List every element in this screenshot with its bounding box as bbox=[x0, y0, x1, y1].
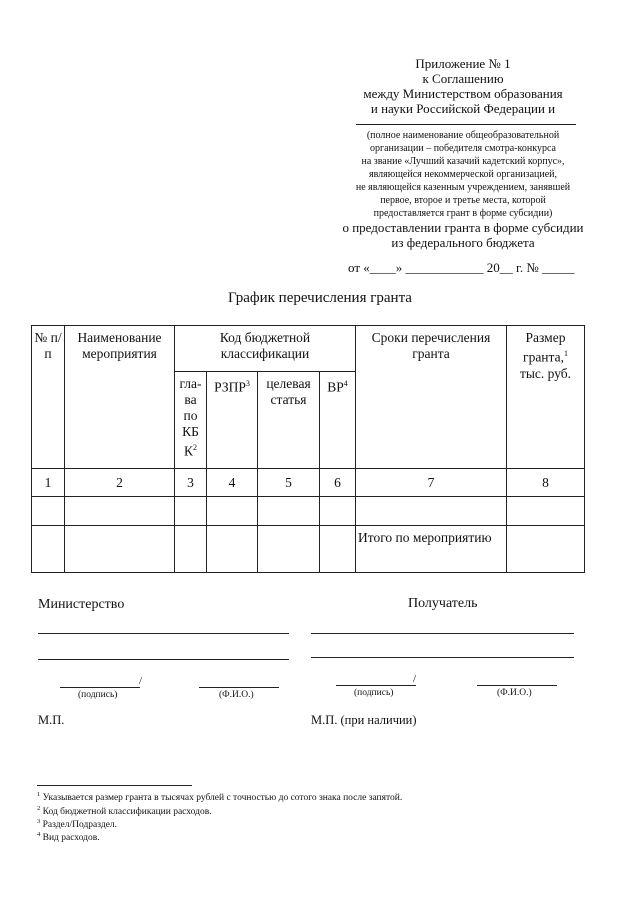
ministry-fio-field bbox=[199, 687, 279, 688]
header-terms: Сроки перечисления гранта bbox=[356, 326, 507, 469]
empty-cell bbox=[175, 526, 207, 573]
appendix-header bbox=[330, 56, 596, 250]
recipient-signature-field bbox=[336, 685, 416, 686]
header-size: Размер гранта,$^1$ тыс. руб. bbox=[507, 326, 585, 469]
stamp-label-left: М.П. bbox=[38, 713, 65, 727]
organization-name-line bbox=[356, 124, 576, 125]
table-index-row bbox=[32, 469, 585, 497]
footnote-1: $^1$ Указывается размер гранта в тысячах рублей с точностью до сотого знака после запятой. bbox=[37, 791, 403, 804]
ministry-line-2: и науки Российской Федерации и bbox=[370, 101, 556, 116]
appendix-number: Приложение № 1 bbox=[415, 56, 511, 71]
index-cell: 4 bbox=[207, 469, 258, 497]
table-row bbox=[32, 497, 585, 526]
index-cell: 5 bbox=[258, 469, 320, 497]
ministry-line: между Министерством образования bbox=[363, 86, 563, 101]
footnote-3: $^3$ Раздел/Подраздел. bbox=[37, 818, 118, 831]
empty-cell bbox=[507, 497, 585, 526]
org-note-1: (полное наименование общеобразовательной bbox=[366, 130, 560, 141]
org-note-6: первое, второе и третье места, которой bbox=[380, 195, 546, 206]
index-cell: 6 bbox=[320, 469, 356, 497]
ministry-signature-line-1 bbox=[38, 633, 289, 634]
empty-cell bbox=[175, 497, 207, 526]
index-cell: 7 bbox=[356, 469, 507, 497]
ministry-signature-caption: (подпись) bbox=[78, 690, 118, 700]
empty-cell bbox=[65, 526, 175, 573]
header-code: Код бюджетной классификации bbox=[175, 326, 356, 372]
org-note-3: на звание «Лучший казачий кадетский корпус», bbox=[361, 156, 565, 167]
empty-cell bbox=[65, 497, 175, 526]
footnote-4: $^4$ Вид расходов. bbox=[37, 831, 100, 844]
empty-cell bbox=[320, 497, 356, 526]
empty-cell bbox=[32, 497, 65, 526]
ministry-slash: / bbox=[139, 675, 143, 687]
stamp-label-right: М.П. (при наличии) bbox=[311, 713, 417, 727]
recipient-signature-caption: (подпись) bbox=[354, 688, 394, 698]
empty-cell bbox=[207, 526, 258, 573]
recipient-fio-caption: (Ф.И.О.) bbox=[497, 688, 532, 698]
org-note-4: являющейся некоммерческой организацией, bbox=[368, 169, 558, 180]
header-vr: $ВР^4$ bbox=[320, 372, 356, 469]
recipient-signature-line-2 bbox=[311, 657, 574, 658]
footnote-2: $^2$ Код бюджетной классификации расходов. bbox=[37, 805, 212, 818]
document-title: График перечисления гранта bbox=[228, 290, 412, 306]
footnote-separator bbox=[37, 785, 192, 786]
header-num: № п/п bbox=[32, 326, 65, 469]
empty-cell bbox=[207, 497, 258, 526]
empty-cell bbox=[356, 497, 507, 526]
header-name: Наименование мероприятия bbox=[65, 326, 175, 469]
empty-cell bbox=[320, 526, 356, 573]
total-label-cell: Итого по мероприятию bbox=[356, 526, 507, 573]
index-cell: 3 bbox=[175, 469, 207, 497]
header-rzpr: РЗПР$^3$ bbox=[207, 372, 258, 469]
empty-cell bbox=[32, 526, 65, 573]
index-cell: 1 bbox=[32, 469, 65, 497]
table-total-row bbox=[32, 526, 585, 573]
header-target: целевая статья bbox=[258, 372, 320, 469]
grant-schedule-table bbox=[31, 325, 585, 573]
index-cell: 2 bbox=[65, 469, 175, 497]
recipient-signature-line-1 bbox=[311, 633, 574, 634]
org-note-2: организации – победителя смотра-конкурса bbox=[370, 143, 556, 154]
grant-line: о предоставлении гранта в форме субсидии bbox=[342, 220, 584, 235]
org-note-7: предоставляется грант в форме субсидии) bbox=[373, 208, 553, 219]
empty-cell bbox=[258, 526, 320, 573]
recipient-fio-field bbox=[477, 685, 557, 686]
table-header-row bbox=[32, 326, 585, 372]
agreement-ref: к Соглашению bbox=[422, 71, 504, 86]
ministry-fio-caption: (Ф.И.О.) bbox=[219, 690, 254, 700]
budget-line: из федерального бюджета bbox=[391, 235, 535, 250]
empty-cell bbox=[258, 497, 320, 526]
index-cell: 8 bbox=[507, 469, 585, 497]
recipient-label: Получатель bbox=[408, 596, 478, 611]
ministry-signature-line-2 bbox=[38, 659, 289, 660]
ministry-label: Министерство bbox=[38, 597, 125, 612]
org-note-5: не являющейся казенным учреждением, занявшей bbox=[355, 182, 571, 193]
header-glava: гла- ва по КБ $К^2$ bbox=[175, 372, 207, 469]
ministry-signature-field bbox=[60, 687, 140, 688]
date-number-line: от «____» ____________ 20__ г. № _____ bbox=[348, 260, 575, 275]
recipient-slash: / bbox=[413, 673, 417, 685]
empty-cell bbox=[507, 526, 585, 573]
